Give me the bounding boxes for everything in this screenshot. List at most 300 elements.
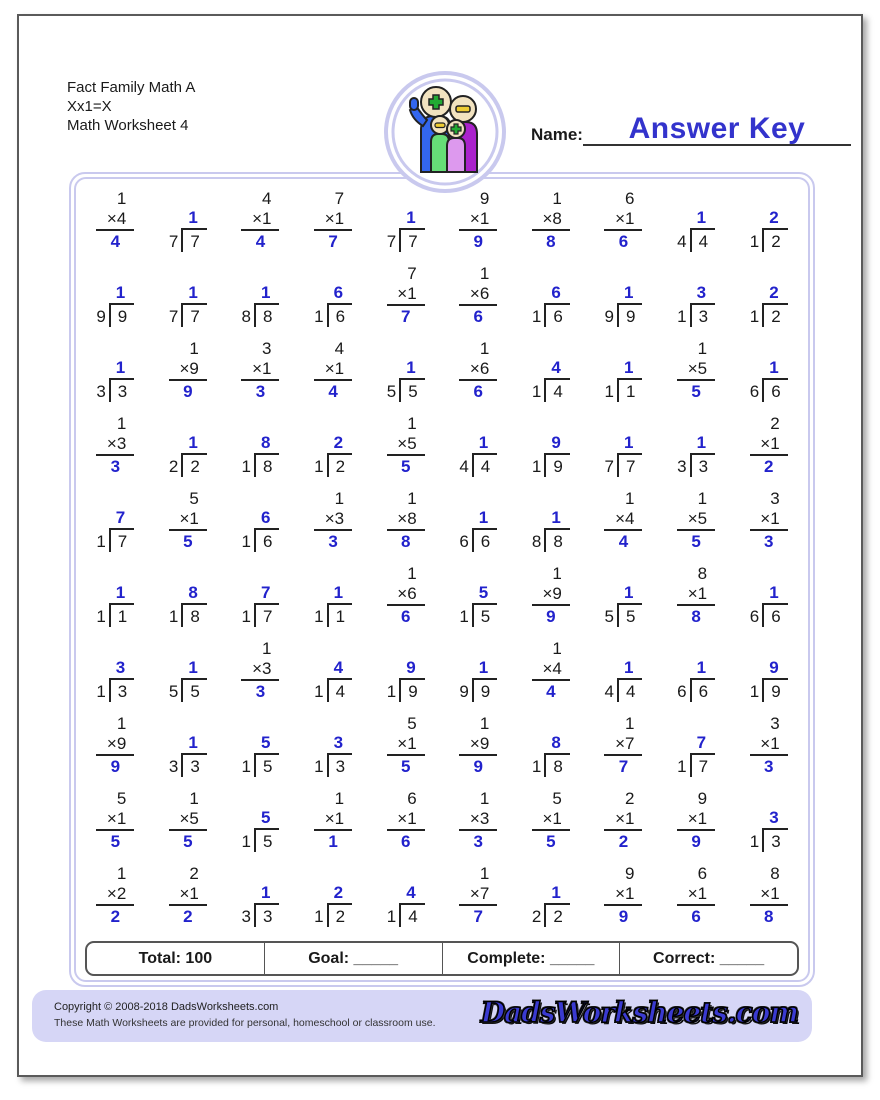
answer-value: 1 — [696, 433, 707, 452]
answer-value: 1 — [115, 283, 126, 302]
answer-value: 8 — [260, 433, 271, 452]
dividend: 4 — [472, 453, 497, 477]
problem-r4-c7 — [515, 405, 588, 480]
division-problem — [169, 283, 207, 327]
dividend: 8 — [254, 303, 279, 327]
answer-value: 1 — [188, 433, 198, 452]
answer-value: 8 — [750, 904, 788, 927]
division-bracket — [532, 303, 570, 327]
division-problem — [605, 583, 643, 627]
problem-r3-c2 — [152, 330, 225, 405]
multiplicand: 1 — [407, 414, 417, 433]
problem-r1-c9 — [660, 180, 733, 255]
problem-r8-c3 — [224, 705, 297, 780]
division-bracket — [314, 453, 352, 477]
problem-r6-c4 — [297, 555, 370, 630]
division-bracket — [459, 528, 497, 552]
problem-r3-c8 — [587, 330, 660, 405]
dadsworksheets-logo[interactable]: DadsWorksheets.com — [480, 996, 798, 1029]
problem-r4-c8 — [587, 405, 660, 480]
division-problem — [459, 583, 497, 627]
divisor: 1 — [241, 607, 251, 626]
division-bracket — [96, 603, 134, 627]
division-problem — [459, 658, 497, 702]
multiplicand: 6 — [697, 864, 708, 883]
answer-value: 9 — [459, 754, 497, 777]
answer-value: 1 — [623, 658, 634, 677]
family-math-logo-icon — [383, 68, 507, 206]
worksheet-sheet — [17, 14, 863, 1077]
division-problem — [314, 733, 352, 777]
worksheet-title-line3: Math Worksheet 4 — [67, 117, 189, 134]
division-bracket — [750, 678, 788, 702]
divisor: 1 — [314, 307, 324, 326]
problem-r8-c6 — [442, 705, 515, 780]
problem-r1-c8 — [587, 180, 660, 255]
division-problem — [677, 733, 715, 777]
worksheet-title-line1: Fact Family Math A — [67, 79, 196, 96]
dividend: 4 — [327, 678, 352, 702]
divisor: 1 — [241, 532, 251, 551]
problem-r4-c4 — [297, 405, 370, 480]
division-problem — [750, 808, 788, 852]
problem-r9-c6 — [442, 780, 515, 855]
goal-field[interactable]: Goal: _____ — [264, 943, 442, 974]
problem-r4-c5 — [369, 405, 442, 480]
dividend: 3 — [109, 678, 134, 702]
divisor: 1 — [531, 757, 542, 776]
multiplier: ×3 — [252, 659, 272, 678]
problem-r7-c9 — [660, 630, 733, 705]
dividend: 2 — [327, 453, 352, 477]
problem-r5-c10 — [732, 480, 805, 555]
division-bracket — [169, 228, 207, 252]
multiplier: ×6 — [397, 584, 417, 603]
dividend: 2 — [327, 903, 352, 927]
division-bracket — [314, 303, 352, 327]
answer-value: 9 — [769, 658, 779, 677]
multiplicand: 9 — [625, 864, 635, 883]
answer-value: 3 — [750, 754, 788, 777]
division-problem — [387, 658, 425, 702]
division-bracket — [242, 903, 280, 927]
division-problem — [242, 283, 280, 327]
answer-value: 9 — [551, 433, 561, 452]
multiplier: ×6 — [469, 359, 490, 378]
dividend: 5 — [472, 603, 497, 627]
problem-r1-c7 — [515, 180, 588, 255]
divisor: 3 — [168, 757, 179, 776]
multiplication-problem — [677, 564, 715, 627]
answer-value: 4 — [532, 679, 570, 702]
answer-value: 1 — [406, 358, 416, 377]
dividend: 2 — [544, 903, 569, 927]
answer-value: 7 — [115, 508, 126, 527]
answer-value: 1 — [623, 583, 634, 602]
dividend: 3 — [109, 378, 134, 402]
division-bracket — [750, 828, 788, 852]
division-problem — [532, 358, 570, 402]
multiplication-problem — [387, 789, 425, 852]
division-problem — [96, 358, 134, 402]
problem-r7-c4 — [297, 630, 370, 705]
answer-value: 3 — [314, 529, 352, 552]
divisor: 5 — [168, 682, 179, 701]
divisor: 8 — [531, 532, 542, 551]
problem-r3-c10 — [732, 330, 805, 405]
problem-r2-c5 — [369, 255, 442, 330]
answer-value: 4 — [604, 529, 642, 552]
multiplication-problem — [532, 189, 570, 252]
divisor: 4 — [459, 457, 469, 476]
problem-r4-c9 — [660, 405, 733, 480]
answer-value: 2 — [769, 208, 779, 227]
division-problem — [387, 358, 425, 402]
multiplier: ×1 — [687, 884, 708, 903]
answer-value: 6 — [459, 304, 497, 327]
problem-r7-c8 — [587, 630, 660, 705]
division-problem — [532, 433, 570, 477]
problem-r4-c2 — [152, 405, 225, 480]
answer-value: 4 — [333, 658, 344, 677]
multiplier: ×1 — [760, 884, 780, 903]
division-bracket — [314, 753, 352, 777]
multiplicand: 1 — [116, 714, 127, 733]
problem-r8-c8 — [587, 705, 660, 780]
multiplier: ×1 — [324, 209, 345, 228]
division-bracket — [677, 228, 715, 252]
answer-value: 4 — [96, 229, 134, 252]
divisor: 1 — [96, 607, 106, 626]
multiplication-problem — [532, 564, 570, 627]
multiplication-problem — [750, 414, 788, 477]
problem-r10-c1 — [79, 855, 152, 930]
answer-value: 8 — [188, 583, 198, 602]
multiplicand: 1 — [552, 564, 562, 583]
dividend: 3 — [181, 753, 206, 777]
multiplicand: 3 — [770, 489, 780, 508]
divisor: 1 — [386, 682, 397, 701]
division-problem — [169, 658, 207, 702]
dividend: 2 — [762, 303, 787, 327]
multiplicand: 4 — [334, 339, 345, 358]
multiplier: ×3 — [324, 509, 345, 528]
multiplier: ×1 — [687, 809, 708, 828]
multiplicand: 1 — [479, 864, 490, 883]
answer-value: 1 — [623, 433, 634, 452]
divisor: 2 — [168, 457, 179, 476]
answer-value: 5 — [532, 829, 570, 852]
answer-value: 5 — [260, 733, 271, 752]
division-bracket — [605, 378, 643, 402]
multiplication-problem — [314, 189, 352, 252]
dividend: 9 — [617, 303, 642, 327]
multiplier: ×1 — [252, 209, 272, 228]
name-underline[interactable] — [583, 102, 851, 146]
multiplier: ×9 — [179, 359, 199, 378]
answer-value: 1 — [478, 658, 489, 677]
multiplication-problem — [387, 489, 425, 552]
division-bracket — [242, 453, 280, 477]
problems-box — [69, 172, 815, 987]
answer-value: 1 — [769, 358, 779, 377]
multiplication-problem — [96, 189, 134, 252]
multiplier: ×9 — [542, 584, 562, 603]
answer-value: 1 — [623, 283, 634, 302]
problem-r10-c2 — [152, 855, 225, 930]
dividend: 3 — [762, 828, 787, 852]
dividend: 8 — [544, 528, 569, 552]
divisor: 1 — [96, 682, 106, 701]
problem-r7-c6 — [442, 630, 515, 705]
dividend: 8 — [181, 603, 206, 627]
multiplication-problem — [387, 264, 425, 327]
answer-value: 3 — [459, 829, 497, 852]
divisor: 7 — [604, 457, 614, 476]
multiplier: ×5 — [687, 509, 708, 528]
multiplier: ×1 — [760, 734, 780, 753]
multiplicand: 7 — [334, 189, 345, 208]
problem-r4-c10 — [732, 405, 805, 480]
divisor: 1 — [459, 607, 469, 626]
correct-field[interactable]: Correct: _____ — [619, 943, 797, 974]
multiplication-problem — [604, 714, 642, 777]
multiplicand: 1 — [479, 714, 490, 733]
answer-value: 1 — [115, 358, 126, 377]
division-bracket — [750, 378, 788, 402]
dividend: 4 — [690, 228, 715, 252]
problem-r4-c6 — [442, 405, 515, 480]
problem-r5-c8 — [587, 480, 660, 555]
divisor: 3 — [677, 457, 687, 476]
multiplicand: 3 — [770, 714, 780, 733]
multiplier: ×9 — [469, 734, 490, 753]
dividend: 5 — [617, 603, 642, 627]
multiplication-problem — [750, 489, 788, 552]
dividend: 6 — [544, 303, 569, 327]
dividend: 1 — [617, 378, 642, 402]
answer-value: 5 — [169, 829, 207, 852]
division-bracket — [750, 228, 788, 252]
divisor: 1 — [749, 682, 760, 701]
answer-value: 3 — [241, 679, 279, 702]
dividend: 6 — [472, 528, 497, 552]
divisor: 2 — [531, 907, 542, 926]
multiplicand: 1 — [625, 489, 635, 508]
divisor: 1 — [168, 607, 179, 626]
division-problem — [242, 808, 280, 852]
multiplication-problem — [459, 864, 497, 927]
totals-bar — [85, 941, 799, 976]
total-count-label: Total: 100 — [138, 949, 213, 967]
footer-band — [32, 990, 812, 1042]
division-problem — [750, 283, 788, 327]
answer-value: 6 — [387, 604, 425, 627]
problem-r3-c6 — [442, 330, 515, 405]
multiplicand: 1 — [479, 789, 490, 808]
multiplication-problem — [96, 864, 134, 927]
dividend: 6 — [254, 528, 279, 552]
answer-value: 2 — [333, 883, 344, 902]
dividend: 2 — [762, 228, 787, 252]
multiplicand: 1 — [116, 864, 127, 883]
answer-value: 1 — [478, 433, 489, 452]
divisor: 1 — [241, 457, 251, 476]
problem-r3-c1 — [79, 330, 152, 405]
problem-r10-c4 — [297, 855, 370, 930]
division-bracket — [532, 753, 570, 777]
problem-r7-c1 — [79, 630, 152, 705]
divisor: 1 — [531, 382, 542, 401]
multiplicand: 5 — [116, 789, 127, 808]
division-bracket — [677, 303, 715, 327]
division-problem — [605, 433, 643, 477]
multiplicand: 3 — [262, 339, 272, 358]
division-problem — [605, 358, 643, 402]
divisor: 1 — [241, 832, 251, 851]
problem-r7-c5 — [369, 630, 442, 705]
answer-value: 6 — [677, 904, 715, 927]
multiplication-problem — [750, 864, 788, 927]
multiplicand: 1 — [697, 489, 708, 508]
answer-value: 4 — [551, 358, 561, 377]
answer-value: 5 — [478, 583, 489, 602]
problem-r2-c3 — [224, 255, 297, 330]
dividend: 9 — [109, 303, 134, 327]
division-problem — [96, 658, 134, 702]
dividend: 4 — [544, 378, 569, 402]
divisor: 9 — [459, 682, 469, 701]
problem-r6-c7 — [515, 555, 588, 630]
division-problem — [750, 358, 788, 402]
dividend: 3 — [254, 903, 279, 927]
answer-value: 7 — [260, 583, 271, 602]
divisor: 1 — [677, 307, 687, 326]
division-problem — [242, 883, 280, 927]
problem-r7-c7 — [515, 630, 588, 705]
division-bracket — [532, 453, 570, 477]
multiplicand: 1 — [479, 264, 490, 283]
multiplication-problem — [532, 639, 570, 702]
multiplier: ×1 — [397, 809, 417, 828]
problem-r6-c1 — [79, 555, 152, 630]
problem-r2-c7 — [515, 255, 588, 330]
divisor: 1 — [314, 607, 324, 626]
division-bracket — [169, 303, 207, 327]
worksheet-title-line2: Xx1=X — [67, 98, 112, 115]
dividend: 8 — [544, 753, 569, 777]
divisor: 4 — [604, 682, 614, 701]
multiplication-problem — [241, 339, 279, 402]
dividend: 9 — [762, 678, 787, 702]
division-problem — [605, 283, 643, 327]
divisor: 1 — [386, 907, 397, 926]
dividend: 5 — [399, 378, 424, 402]
multiplier: ×1 — [397, 284, 417, 303]
problem-r9-c7 — [515, 780, 588, 855]
problem-r6-c8 — [587, 555, 660, 630]
division-problem — [314, 583, 352, 627]
multiplication-problem — [169, 864, 207, 927]
problem-r6-c2 — [152, 555, 225, 630]
divisor: 7 — [168, 307, 179, 326]
division-bracket — [242, 828, 280, 852]
division-bracket — [605, 453, 643, 477]
multiplier: ×9 — [106, 734, 127, 753]
multiplicand: 6 — [407, 789, 417, 808]
answer-value: 9 — [96, 754, 134, 777]
multiplication-problem — [604, 789, 642, 852]
answer-value: 1 — [333, 583, 344, 602]
problem-r9-c9 — [660, 780, 733, 855]
multiplication-problem — [604, 864, 642, 927]
multiplier: ×1 — [324, 359, 345, 378]
divisor: 1 — [314, 682, 324, 701]
answer-value: 1 — [188, 208, 198, 227]
answer-value: 8 — [551, 733, 561, 752]
problem-r3-c9 — [660, 330, 733, 405]
division-bracket — [387, 378, 425, 402]
problem-r5-c1 — [79, 480, 152, 555]
division-problem — [532, 733, 570, 777]
division-problem — [96, 283, 134, 327]
problem-r9-c3 — [224, 780, 297, 855]
dividend: 7 — [399, 228, 424, 252]
answer-value: 1 — [188, 283, 198, 302]
multiplication-problem — [459, 714, 497, 777]
multiplicand: 1 — [334, 489, 345, 508]
divisor: 4 — [677, 232, 687, 251]
divisor: 1 — [604, 382, 614, 401]
problem-r6-c9 — [660, 555, 733, 630]
multiplicand: 9 — [697, 789, 708, 808]
divisor: 5 — [604, 607, 614, 626]
divisor: 5 — [386, 382, 397, 401]
dividend: 6 — [690, 678, 715, 702]
division-bracket — [605, 678, 643, 702]
problem-r2-c8 — [587, 255, 660, 330]
problem-r9-c2 — [152, 780, 225, 855]
division-bracket — [242, 753, 280, 777]
divisor: 1 — [241, 757, 251, 776]
multiplier: ×1 — [615, 209, 635, 228]
multiplication-problem — [96, 414, 134, 477]
answer-value: 3 — [115, 658, 126, 677]
problem-r1-c3 — [224, 180, 297, 255]
answer-value: 2 — [750, 454, 788, 477]
answer-value: 6 — [387, 829, 425, 852]
answer-value: 1 — [551, 508, 561, 527]
answer-value: 4 — [406, 883, 416, 902]
answer-value: 6 — [459, 379, 497, 402]
division-problem — [677, 433, 715, 477]
answer-value: 6 — [260, 508, 271, 527]
problem-r5-c3 — [224, 480, 297, 555]
division-problem — [677, 283, 715, 327]
answer-value: 3 — [241, 379, 279, 402]
answer-value: 1 — [623, 358, 634, 377]
problem-r7-c2 — [152, 630, 225, 705]
answer-value: 9 — [459, 229, 497, 252]
answer-value: 1 — [188, 733, 198, 752]
multiplication-problem — [604, 489, 642, 552]
problem-r10-c10 — [732, 855, 805, 930]
answer-value: 7 — [696, 733, 707, 752]
problem-r9-c4 — [297, 780, 370, 855]
multiplication-problem — [677, 789, 715, 852]
problem-r4-c3 — [224, 405, 297, 480]
complete-field[interactable]: Complete: _____ — [442, 943, 620, 974]
